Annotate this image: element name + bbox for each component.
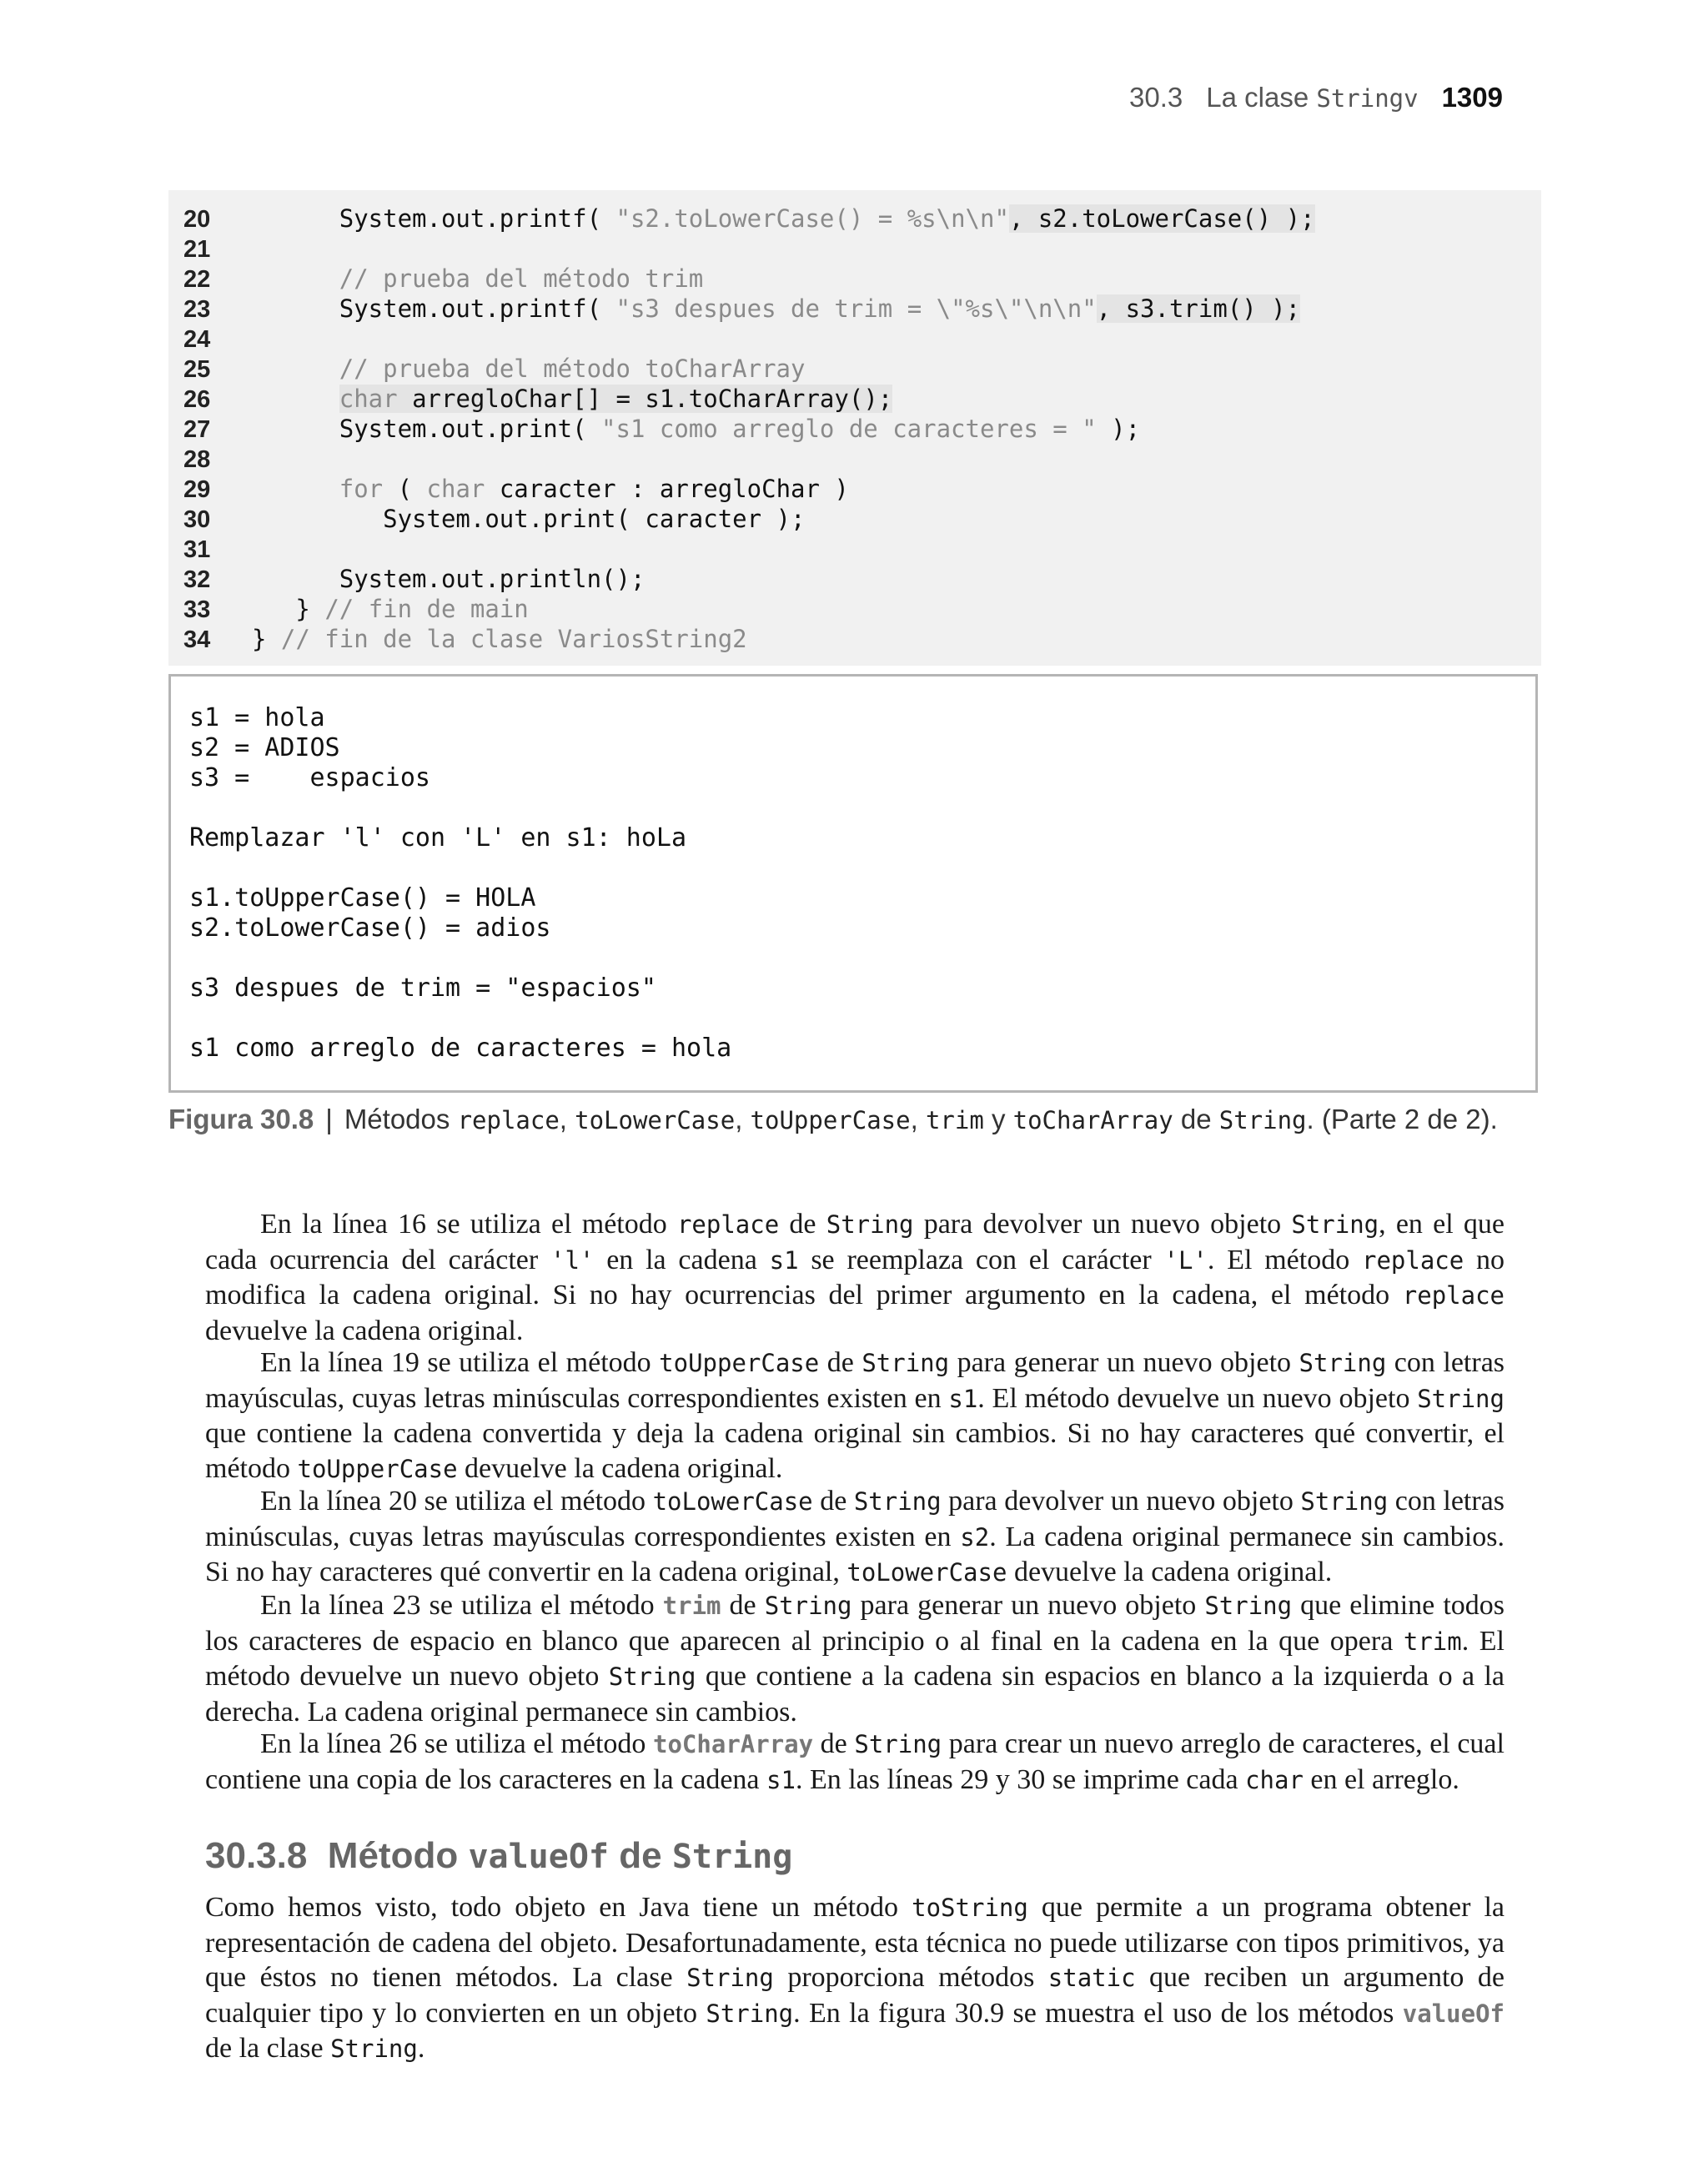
code-line: 28 <box>183 446 211 473</box>
code-line: 25 // prueba del método toCharArray <box>183 355 806 383</box>
code-listing <box>168 190 1541 666</box>
code-line: 21 <box>183 236 211 263</box>
output-line: s3 despues de trim = "espacios" <box>189 973 656 1003</box>
paragraph-tolowercase: En la línea 20 se utiliza el método toLowerCase de String para devolver un nuevo objeto String con letras minúsculas, cuyas letras mayúsculas correspondientes existen en s2. La cadena original permanece sin cambios. Si no hay caracteres qué convertir en la cadena original, toLowerCase devuelve la cadena original. <box>205 1486 1505 1587</box>
code-line: 20 System.out.printf( "s2.toLowerCase() = %s\n\n", s2.toLowerCase() ); <box>183 204 1315 233</box>
code-line: 22 // prueba del método trim <box>183 264 704 293</box>
section-heading: 30.3.8 Método valueOf de String <box>205 1835 793 1876</box>
code-line: 23 System.out.printf( "s3 despues de trim = \"%s\"\n\n", s3.trim() ); <box>183 294 1301 323</box>
code-line: 26 char arregloChar[] = s1.toCharArray(); <box>183 385 893 413</box>
code-line: 24 <box>183 326 211 353</box>
code-line: 29 for ( char caracter : arregloChar ) <box>183 475 849 503</box>
code-line: 32 System.out.println(); <box>183 565 646 593</box>
figure-caption: Figura 30.8 | Métodos replace, toLowerCase, toUpperCase, trim y toCharArray de String. (Parte 2 de 2). <box>168 1104 1498 1134</box>
code-line: 31 <box>183 536 211 563</box>
paragraph-tochararray: En la línea 26 se utiliza el método toCharArray de String para crear un nuevo arreglo de caracteres, el cual contiene una copia de los caracteres en la cadena s1. En las líneas 29 y 30 se imprime cada char en el arreglo. <box>205 1728 1505 1795</box>
output-line: s2 = ADIOS <box>189 733 340 762</box>
header-title: La clase <box>1206 82 1309 113</box>
caption-separator: | <box>325 1104 333 1134</box>
code-line: 27 System.out.print( "s1 como arreglo de caracteres = " ); <box>183 415 1141 443</box>
page-number: 1309 <box>1441 82 1503 113</box>
program-output <box>168 674 1538 1093</box>
paragraph-valueof: Como hemos visto, todo objeto en Java tiene un método toString que permite a un programa obtener la representación de cadena del objeto. Desafortunadamente, esta técnica no puede utilizarse con tipos primitivos, ya que éstos no tienen métodos. La clase String proporciona métodos static que reciben un argumento de cualquier tipo y lo convierten en un objeto String. En la figura 30.9 se muestra el uso de los métodos valueOf de la clase String. <box>205 1892 1505 2064</box>
output-line: Remplazar 'l' con 'L' en s1: hoLa <box>189 823 687 853</box>
output-line: s2.toLowerCase() = adios <box>189 913 551 943</box>
code-line: 30 System.out.print( caracter ); <box>183 505 806 533</box>
paragraph-touppercase: En la línea 19 se utiliza el método toUpperCase de String para generar un nuevo objeto String con letras mayúsculas, cuyas letras minúsculas correspondientes existen en s1. El método devuelve un nuevo objeto String que contiene la cadena convertida y deja la cadena original sin cambios. Si no hay caracteres qué convertir, el método toUpperCase devuelve la cadena original. <box>205 1347 1505 1484</box>
section-number: 30.3 <box>1129 82 1183 113</box>
output-line: s3 = espacios <box>189 763 430 792</box>
code-line: 34 } // fin de la clase VariosString2 <box>183 625 747 653</box>
output-line: s1 = hola <box>189 703 325 732</box>
header-title-code: Stringv <box>1316 84 1419 113</box>
figure-label: Figura 30.8 <box>168 1104 314 1134</box>
output-line: s1.toUpperCase() = HOLA <box>189 883 536 913</box>
output-line: s1 como arreglo de caracteres = hola <box>189 1034 732 1063</box>
paragraph-replace: En la línea 16 se utiliza el método replace de String para devolver un nuevo objeto String, en el que cada ocurrencia del carácter 'l' en la cadena s1 se reemplaza con el carácter 'L'. El método replace no modifica la cadena original. Si no hay ocurrencias del primer argumento en la cadena, el método replace devuelve la cadena original. <box>205 1209 1505 1346</box>
code-line: 33 } // fin de main <box>183 595 529 623</box>
running-header <box>1129 82 1503 113</box>
paragraph-trim: En la línea 23 se utiliza el método trim de String para generar un nuevo objeto String que elimine todos los caracteres de espacio en blanco que aparecen al principio o al final en la cadena en la que opera trim. El método devuelve un nuevo objeto String que contiene a la cadena sin espacios en blanco a la izquierda o a la derecha. La cadena original permanece sin cambios. <box>205 1590 1505 1728</box>
